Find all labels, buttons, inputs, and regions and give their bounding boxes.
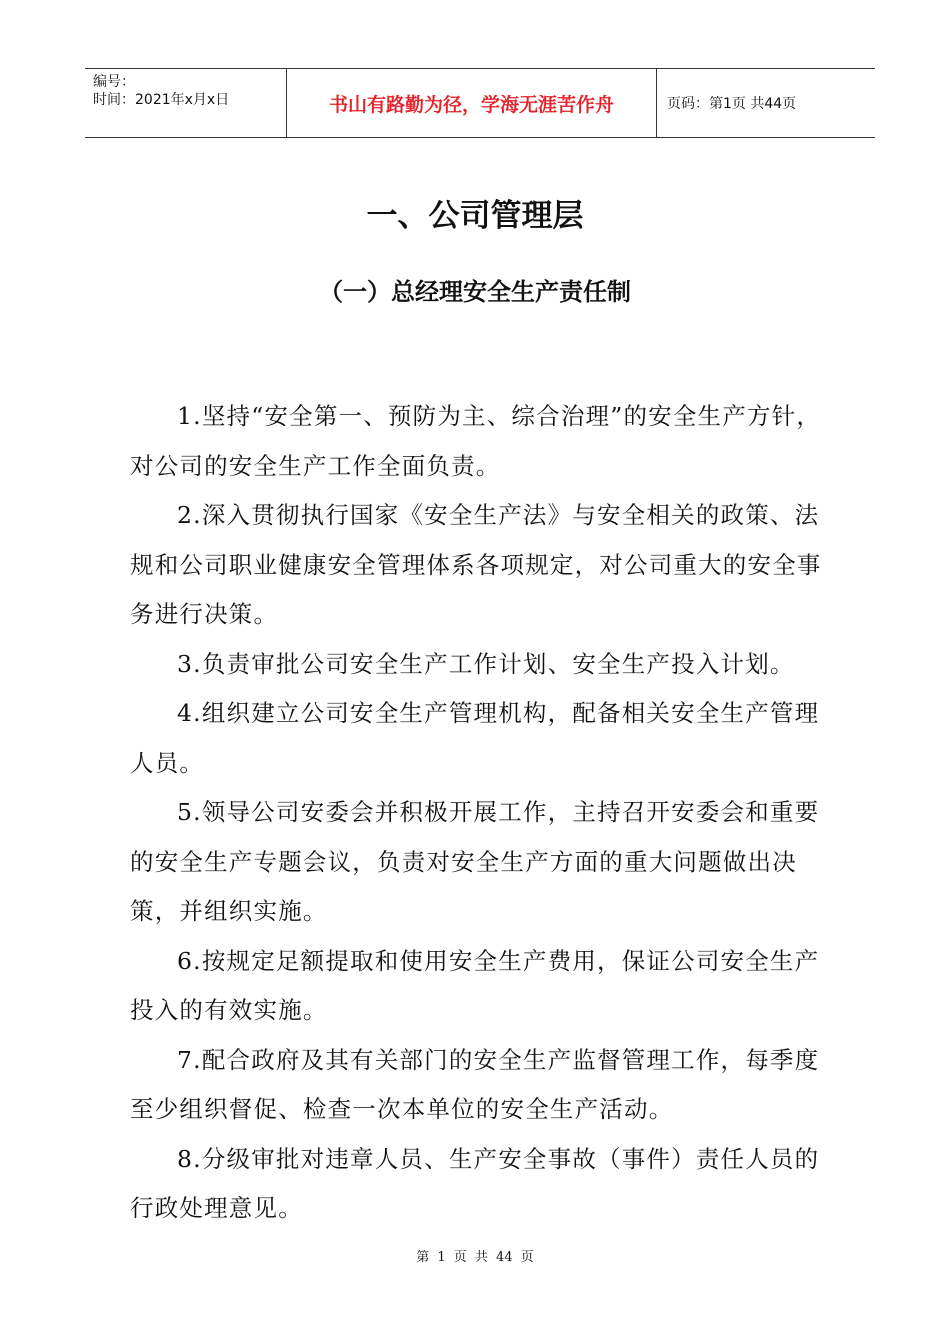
paragraph-8: 8.分级审批对违章人员、生产安全事故（事件）责任人员的行政处理意见。 [130, 1144, 820, 1222]
paragraph-4: 4.组织建立公司安全生产管理机构，配备相关安全生产管理人员。 [130, 699, 820, 777]
header-meta [85, 69, 286, 137]
paragraph-1: 1.坚持“安全第一、预防为主、综合治理”的安全生产方针，对公司的安全生产工作全面负责。 [130, 402, 822, 480]
header-motto: 书山有路勤为径，学海无涯苦作舟 [286, 69, 657, 137]
page-footer: 第 1 页 共 44 页 [416, 1250, 534, 1265]
paragraph-2: 2.深入贯彻执行国家《安全生产法》与安全相关的政策、法规和公司职业健康安全管理体系各项规定，对公司重大的安全事务进行决策。 [130, 501, 822, 628]
paragraph-7: 7.配合政府及其有关部门的安全生产监督管理工作，每季度至少组织督促、检查一次本单位的安全生产活动。 [130, 1045, 820, 1123]
paragraph-5: 5.领导公司安委会并积极开展工作，主持召开安委会和重要的安全生产专题会议，负责对安全生产方面的重大问题做出决策，并组织实施。 [130, 798, 820, 925]
time-label: 时间：2021年x月x日 [93, 92, 230, 108]
paragraph-3: 3.负责审批公司安全生产工作计划、安全生产投入计划。 [177, 649, 795, 678]
page-title: 一、公司管理层 [366, 198, 584, 234]
header-table [85, 68, 875, 138]
number-label: 编号： [93, 74, 135, 90]
section-subtitle: （一）总经理安全生产责任制 [319, 278, 631, 306]
paragraph-6: 6.按规定足额提取和使用安全生产费用，保证公司安全生产投入的有效实施。 [130, 946, 820, 1024]
body-text [130, 392, 832, 1234]
header-page-info: 页码：第1页 共44页 [667, 96, 797, 112]
